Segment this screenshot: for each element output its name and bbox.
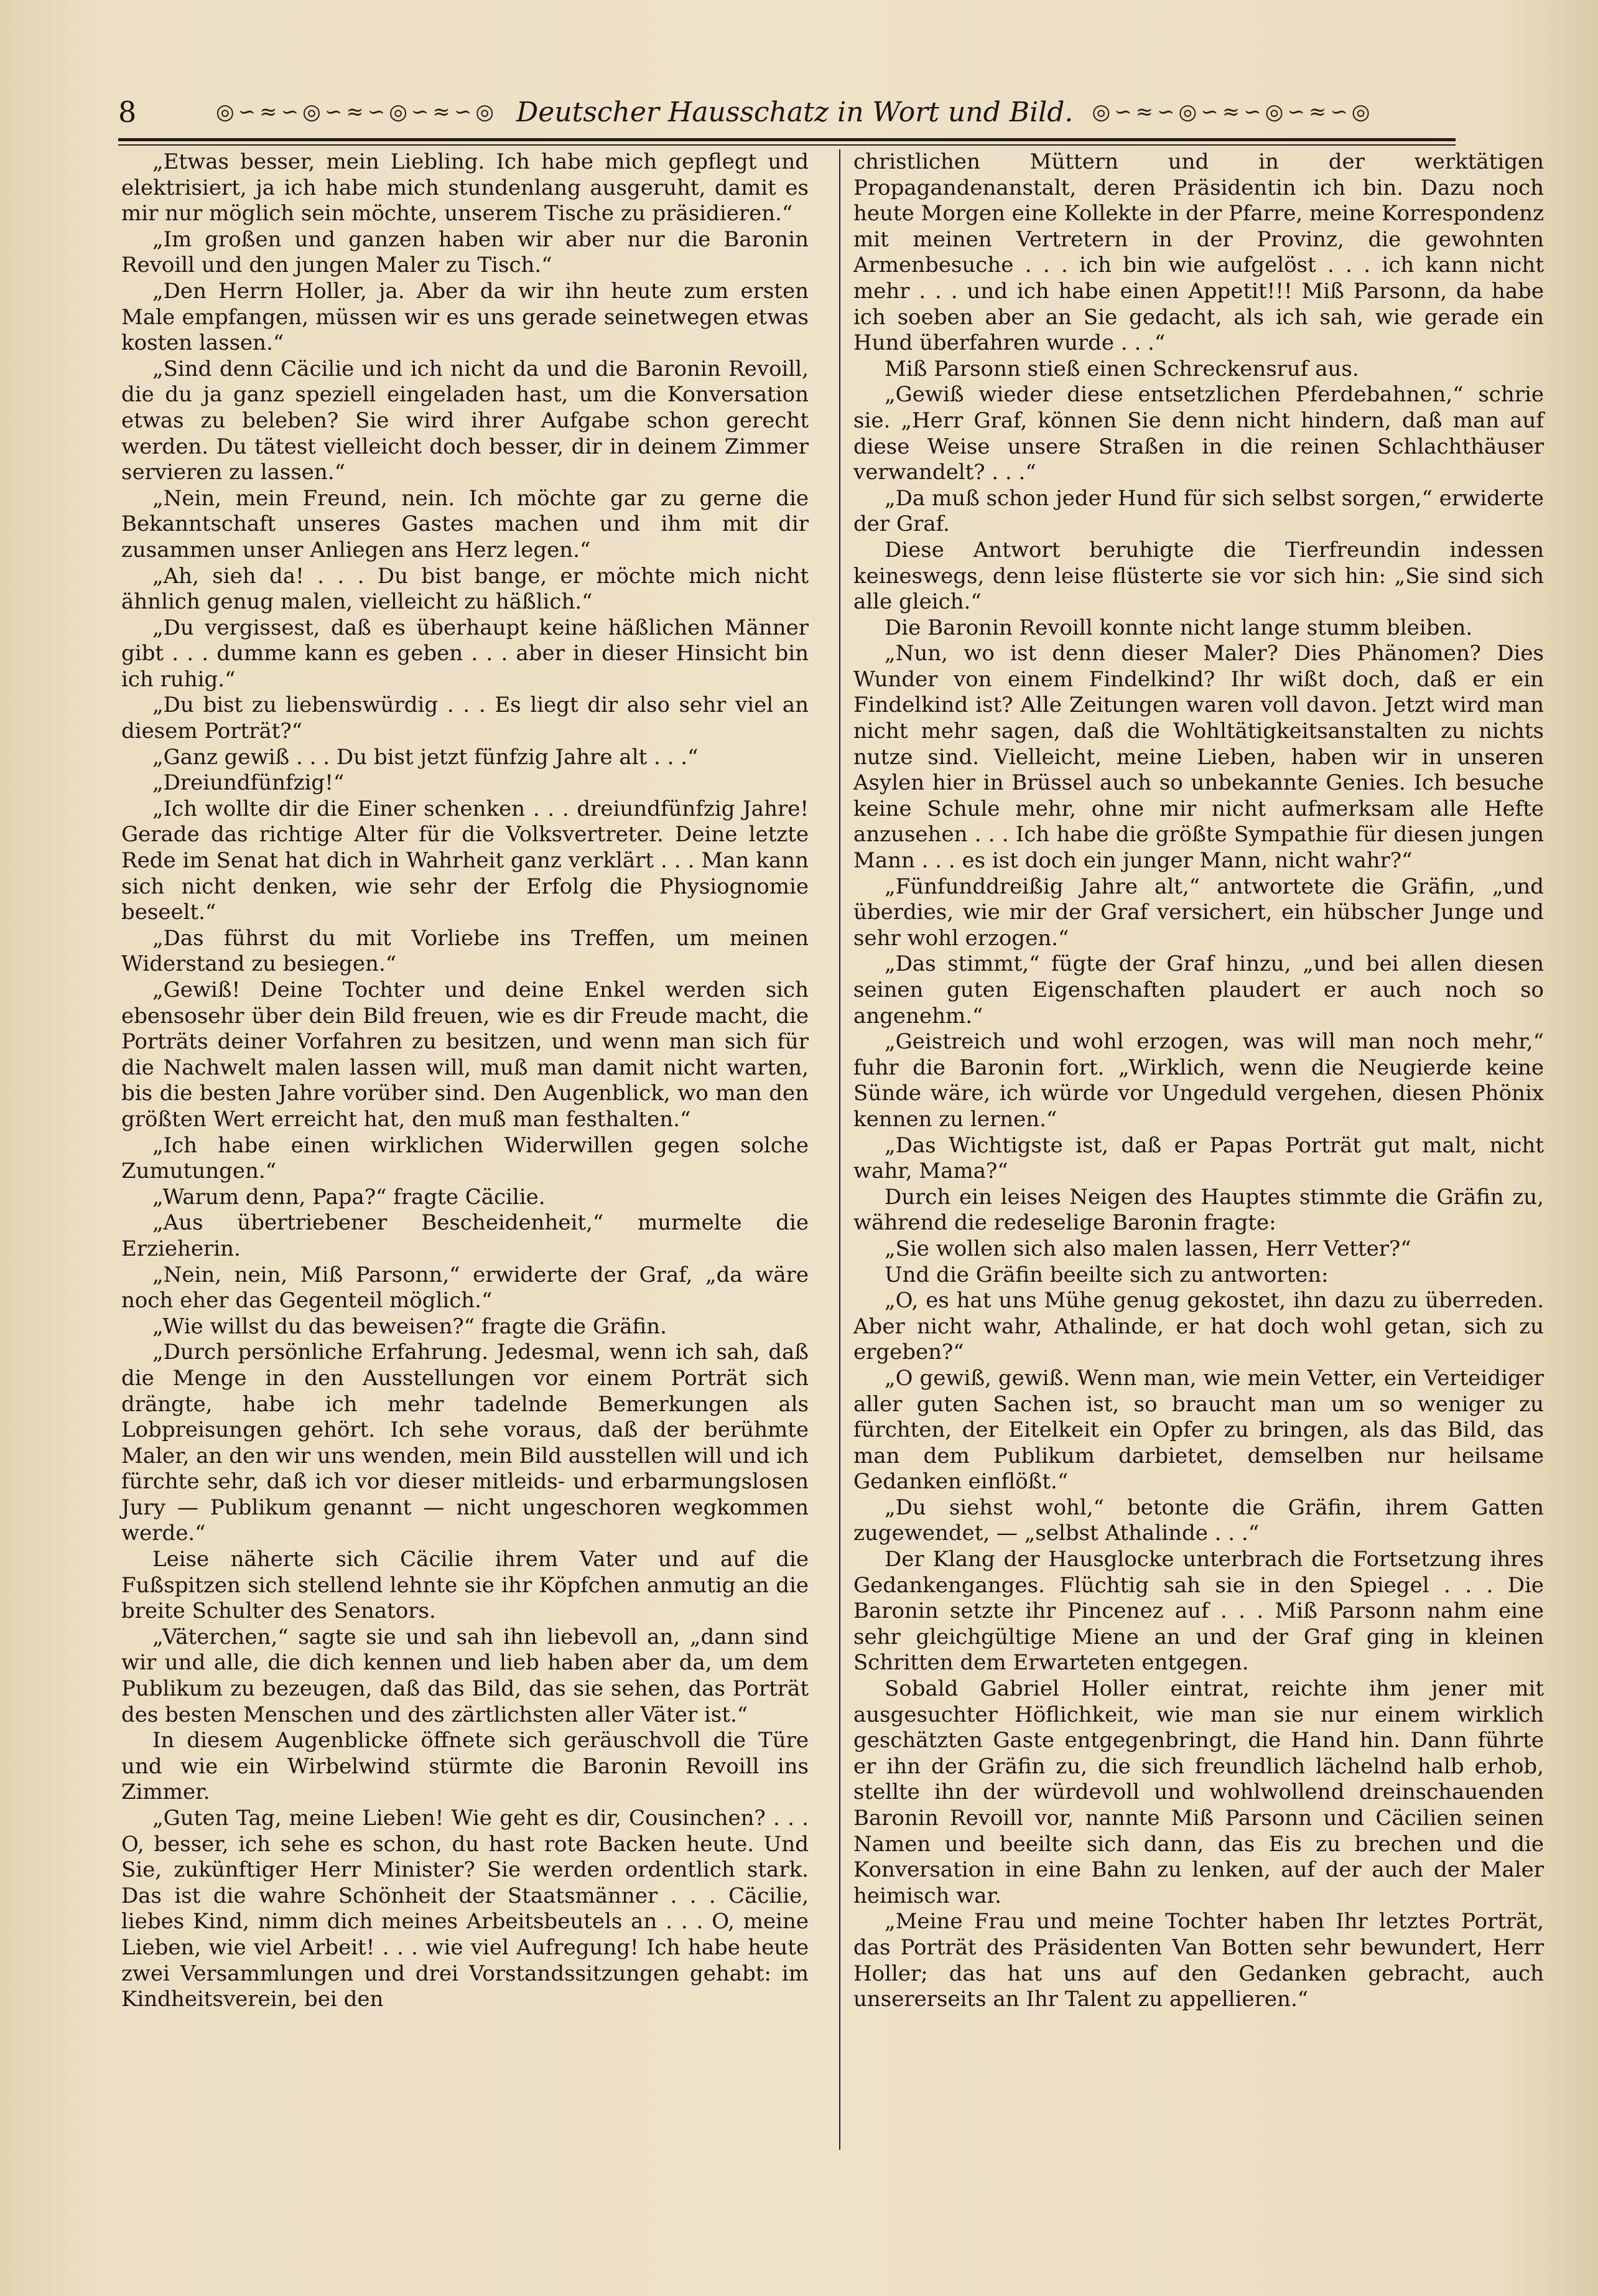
left-column-paragraph: „Den Herrn Holler, ja. Aber da wir ihn heute zum ersten Male empfangen, müssen wir es uns gerade seinetwegen etwas kosten lassen.“: [121, 278, 809, 356]
right-column-paragraph: christlichen Müttern und in der werktätigen Propagandenanstalt, deren Präsidentin ich bin. Dazu noch heute Morgen eine Kollekte in der Pfarre, meine Korrespondenz mit meinen Vertretern in der Provinz, die gewohnten Armenbesuche . . . ich bin wie aufgelöst . . . ich kann nicht mehr . . . und ich habe einen Appetit!!! Miß Parsonn, da habe ich soeben aber an Sie gedacht, als ich sah, wie gerade ein Hund überfahren wurde . . .“: [853, 149, 1544, 356]
left-column-paragraph: „Nein, nein, Miß Parsonn,“ erwiderte der Graf, „da wäre noch eher das Gegenteil möglich.“: [121, 1262, 809, 1314]
text-column-right: [853, 149, 1544, 2013]
left-column-paragraph: „Ganz gewiß . . . Du bist jetzt fünfzig Jahre alt . . .“: [152, 744, 699, 770]
right-column-paragraph: „Das stimmt,“ fügte der Graf hinzu, „und bei allen diesen seinen guten Eigenschaften plaudert er auch noch so angenehm.“: [853, 951, 1544, 1029]
ornament-left: ◎∽≈∽◎∽≈∽◎∽≈∽◎: [215, 100, 498, 124]
right-column-paragraph: „Sie wollen sich also malen lassen, Herr Vetter?“: [885, 1236, 1411, 1261]
left-column-paragraph: In diesem Augenblicke öffnete sich geräuschvoll die Türe und wie ein Wirbelwind stürmte die Baronin Revoill ins Zimmer.: [121, 1728, 809, 1805]
right-column-paragraph: „Meine Frau und meine Tochter haben Ihr letztes Porträt, das Porträt des Präsidenten Van Botten sehr bewundert, Herr Holler; das hat uns auf den Gedanken gebracht, auch unsererseits an Ihr Talent zu appellieren.“: [853, 1909, 1544, 2012]
left-column-paragraph: „Das führst du mit Vorliebe ins Treffen, um meinen Widerstand zu besiegen.“: [121, 925, 809, 977]
left-column-paragraph: „Gewiß! Deine Tochter und deine Enkel werden sich ebensosehr über dein Bild freuen, wie es dir Freude macht, die Porträts deiner Vorfahren zu besitzen, und wenn man sich für die Nachwelt malen lassen will, muß man damit nicht warten, bis die besten Jahre vorüber sind. Den Augenblick, wo man den größten Wert erreicht hat, den muß man festhalten.“: [121, 978, 809, 1132]
right-column-paragraph: „Fünfunddreißig Jahre alt,“ antwortete die Gräfin, „und überdies, wie mir der Graf versichert, ein hübscher Junge und sehr wohl erzogen.“: [853, 874, 1544, 951]
right-column-paragraph: „O gewiß, gewiß. Wenn man, wie mein Vetter, ein Verteidiger aller guten Sachen ist, so braucht man um so weniger zu fürchten, der Eitelkeit ein Opfer zu bringen, als das Bild, das man dem Publikum darbietet, demselben nur heilsame Gedanken einflößt.“: [853, 1365, 1544, 1495]
left-column-paragraph: „Ich wollte dir die Einer schenken . . . dreiundfünfzig Jahre! Gerade das richtige Alter für die Volksvertreter. Deine letzte Rede im Senat hat dich in Wahrheit ganz verklärt . . . Man kann sich nicht denken, wie sehr der Erfolg die Physiognomie beseelt.“: [121, 796, 809, 925]
header-rule: [118, 138, 1456, 141]
right-column-paragraph: „Geistreich und wohl erzogen, was will man noch mehr,“ fuhr die Baronin fort. „Wirklich, wenn die Neugierde keine Sünde wäre, ich würde vor Ungeduld vergehen, diesen Phönix kennen zu lernen.“: [853, 1029, 1544, 1132]
left-column-paragraph: „Du bist zu liebenswürdig . . . Es liegt dir also sehr viel an diesem Porträt?“: [121, 693, 809, 744]
right-column-paragraph: „Gewiß wieder diese entsetzlichen Pferdebahnen,“ schrie sie. „Herr Graf, können Sie denn nicht hindern, daß man auf diese Weise unsere Straßen in die reinen Schlachthäuser verwandelt? . . .“: [853, 382, 1544, 485]
right-column-paragraph: Die Baronin Revoill konnte nicht lange stumm bleiben.: [885, 615, 1473, 640]
right-column-paragraph: „Da muß schon jeder Hund für sich selbst sorgen,“ erwiderte der Graf.: [853, 485, 1544, 537]
left-column-paragraph: „Warum denn, Papa?“ fragte Cäcilie.: [152, 1184, 546, 1210]
left-column-paragraph: „Durch persönliche Erfahrung. Jedesmal, wenn ich sah, daß die Menge in den Ausstellungen vor einem Porträt sich drängte, habe ich mehr tadelnde Bemerkungen als Lobpreisungen gehört. Ich sehe voraus, daß der berühmte Maler, an den wir uns wenden, mein Bild ausstellen will und ich fürchte sehr, daß ich vor dieser mitleids- und erbarmungslosen Jury — Publikum genannt — nicht ungeschoren wegkommen werde.“: [121, 1340, 809, 1546]
left-column-paragraph: „Ich habe einen wirklichen Widerwillen gegen solche Zumutungen.“: [121, 1132, 809, 1184]
left-column-paragraph: „Guten Tag, meine Lieben! Wie geht es dir, Cousinchen? . . . O, besser, ich sehe es schon, du hast rote Backen heute. Und Sie, zukünftiger Herr Minister? Sie werden ordentlich stark. Das ist die wahre Schönheit der Staatsmänner . . . Cäcilie, liebes Kind, nimm dich meines Arbeitsbeutels an . . . O, meine Lieben, wie viel Arbeit! . . . wie viel Aufregung! Ich habe heute zwei Versammlungen und drei Vorstandssitzungen gehabt: im Kindheitsverein, bei den: [121, 1806, 809, 2012]
right-column-paragraph: Durch ein leises Neigen des Hauptes stimmte die Gräfin zu, während die redeselige Baronin fragte:: [853, 1184, 1544, 1236]
ornament-right: ◎∽≈∽◎∽≈∽◎∽≈∽◎: [1092, 100, 1374, 124]
left-column-paragraph: „Väterchen,“ sagte sie und sah ihn liebevoll an, „dann sind wir und alle, die dich kennen und lieb haben aber da, um dem Publikum zu bezeugen, daß das Bild, das sie sehen, das Porträt des besten Menschen und des zärtlichsten aller Väter ist.“: [121, 1624, 809, 1727]
running-title: Deutscher Hausschatz in Wort und Bild.: [516, 96, 1074, 128]
header-rule-thin: [118, 144, 1456, 146]
right-column-paragraph: Und die Gräfin beeilte sich zu antworten:: [885, 1262, 1329, 1287]
right-column-paragraph: Miß Parsonn stieß einen Schreckensruf aus.: [885, 356, 1359, 381]
right-column-paragraph: „Das Wichtigste ist, daß er Papas Porträt gut malt, nicht wahr, Mama?“: [853, 1132, 1544, 1184]
right-column-paragraph: Sobald Gabriel Holler eintrat, reichte ihm jener mit ausgesuchter Höflichkeit, wie man sie nur einem wirklich geschätzten Gaste entgegenbringt, die Hand hin. Dann führte er ihn der Gräfin zu, die sich freundlich lächelnd halb erhob, stellte ihn der würdevoll und wohlwollend dreinschauenden Baronin Revoill vor, nannte Miß Parsonn und Cäcilien seinen Namen und beeilte sich dann, das Eis zu brechen und die Konversation in eine Bahn zu lenken, auf der auch der Maler heimisch war.: [853, 1676, 1544, 1908]
left-column-paragraph: „Aus übertriebener Bescheidenheit,“ murmelte die Erzieherin.: [121, 1210, 809, 1261]
left-column-paragraph: Leise näherte sich Cäcilie ihrem Vater und auf die Fußspitzen sich stellend lehnte sie ihr Köpfchen anmutig an die breite Schulter des Senators.: [121, 1547, 809, 1624]
left-column-paragraph: „Du vergissest, daß es überhaupt keine häßlichen Männer gibt . . . dumme kann es geben . . . aber in dieser Hinsicht bin ich ruhig.“: [121, 615, 809, 692]
left-column-paragraph: „Im großen und ganzen haben wir aber nur die Baronin Revoill und den jungen Maler zu Tisch.“: [121, 226, 809, 278]
left-column-paragraph: „Sind denn Cäcilie und ich nicht da und die Baronin Revoill, die du ja ganz speziell eingeladen hast, um die Konversation etwas zu beleben? Sie wird ihrer Aufgabe schon gerecht werden. Du tätest vielleicht doch besser, dir in deinem Zimmer servieren zu lassen.“: [121, 356, 809, 485]
right-column-paragraph: Der Klang der Hausglocke unterbrach die Fortsetzung ihres Gedankenganges. Flüchtig sah sie in den Spiegel . . . Die Baronin setzte ihr Pincenez auf . . . Miß Parsonn nahm eine sehr gleichgültige Miene an und der Graf ging in kleinen Schritten dem Erwarteten entgegen.: [853, 1547, 1544, 1676]
left-column-paragraph: „Nein, mein Freund, nein. Ich möchte gar zu gerne die Bekanntschaft unseres Gastes machen und ihm mit dir zusammen unser Anliegen ans Herz legen.“: [121, 485, 809, 562]
left-column-paragraph: „Ah, sieh da! . . . Du bist bange, er möchte mich nicht ähnlich genug malen, vielleicht zu häßlich.“: [121, 563, 809, 615]
column-divider: [839, 149, 840, 2150]
left-column-paragraph: „Dreiundfünfzig!“: [152, 770, 345, 796]
right-column-paragraph: „O, es hat uns Mühe genug gekostet, ihn dazu zu überreden. Aber nicht wahr, Athalinde, er hat doch wohl getan, sich zu ergeben?“: [853, 1288, 1544, 1365]
page-header: [118, 87, 1456, 137]
right-column-paragraph: „Nun, wo ist denn dieser Maler? Dies Phänomen? Dies Wunder von einem Findelkind? Ihr wißt doch, daß er ein Findelkind ist? Alle Zeitungen waren voll davon. Jetzt wird man nicht mehr sagen, daß die Wohltätigkeitsanstalten zu nichts nutze sind. Vielleicht, meine Lieben, haben wir in unseren Asylen hier in Brüssel auch so unbekannte Genies. Ich besuche keine Schule mehr, ohne mir nicht aufmerksam alle Hefte anzusehen . . . Ich habe die größte Sympathie für diesen jungen Mann . . . es ist doch ein junger Mann, nicht wahr?“: [853, 641, 1544, 874]
text-column-left: [121, 149, 809, 2013]
left-column-paragraph: „Etwas besser, mein Liebling. Ich habe mich gepflegt und elektrisiert, ja ich habe mich stundenlang ausgeruht, damit es mir nur möglich sein möchte, unserem Tische zu präsidieren.“: [121, 149, 809, 226]
right-column-paragraph: „Du siehst wohl,“ betonte die Gräfin, ihrem Gatten zugewendet, — „selbst Athalinde . . .“: [853, 1495, 1544, 1546]
left-column-paragraph: „Wie willst du das beweisen?“ fragte die Gräfin.: [152, 1314, 667, 1339]
right-column-paragraph: Diese Antwort beruhigte die Tierfreundin indessen keineswegs, denn leise flüsterte sie vor sich hin: „Sie sind sich alle gleich.“: [853, 537, 1544, 615]
page-number: 8: [118, 95, 137, 129]
